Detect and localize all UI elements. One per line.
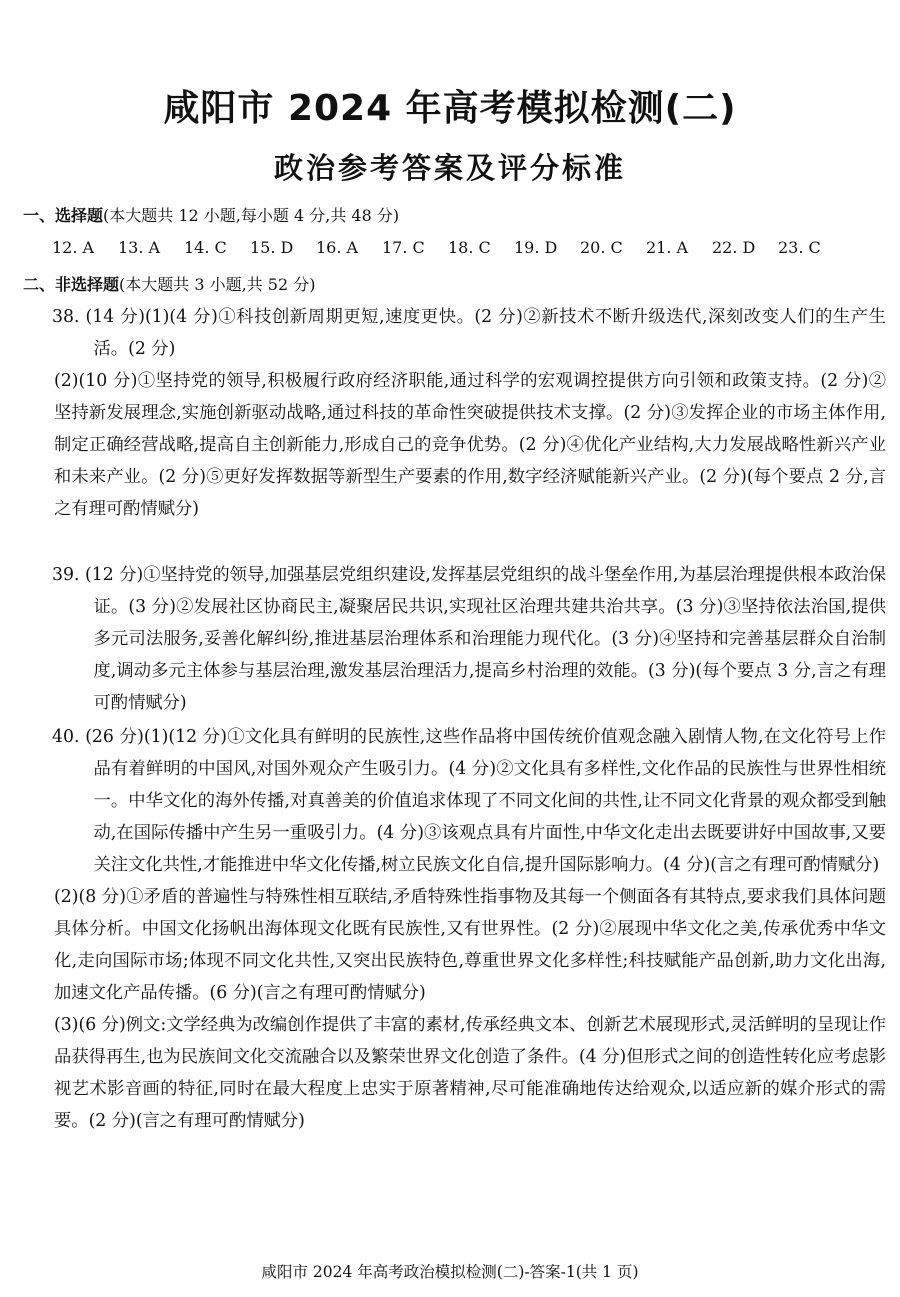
- choice-answer: 23. C: [778, 238, 821, 257]
- choice-answer: 18. C: [448, 238, 491, 257]
- q40-part3: (3)(6 分)例文:文学经典为改编创作提供了丰富的素材,传承经典文本、创新艺术展现形式,灵活鲜明的呈现让作品获得再生,也为民族间文化交流融合以及繁荣世界文化创造了条件。(4 分)但形式之间的创造性转化应考虑影视艺术影音画的特征,同时在最大程度上忠实于原著精神,尽可能准确地传达给观众,以适应新的媒介形式的需要。(2 分)(言之有理可酌情赋分): [54, 1015, 886, 1131]
- question-39: [54, 559, 886, 719]
- choice-answer: 21. A: [646, 238, 689, 257]
- q40-part1: 40. (26 分)(1)(12 分)①文化具有鲜明的民族性,这些作品将中国传统价值观念融入剧情人物,在文化符号上作品有着鲜明的中国风,对国外观众产生吸引力。(4 分)②文化具有多样性,文化作品的民族性与世界性相统一。中华文化的海外传播,对真善美的价值追求体现了不同文化间的共性,让不同文化背景的观众都受到触动,在国际传播中产生另一重吸引力。(4 分)③该观点具有片面性,中华文化走出去既要讲好中国故事,又要关注文化共性,才能推进中华文化传播,树立民族文化自信,提升国际影响力。(4 分)(言之有理可酌情赋分): [52, 727, 886, 875]
- choice-answer: 14. C: [184, 238, 227, 257]
- q39-answer: 39. (12 分)①坚持党的领导,加强基层党组织建设,发挥基层党组织的战斗堡垒作用,为基层治理提供根本政治保证。(3 分)②发展社区协商民主,凝聚居民共识,实现社区治理共建共治共享。(3 分)③坚持依法治国,提供多元司法服务,妥善化解纠纷,推进基层治理体系和治理能力现代化。(3 分)④坚持和完善基层群众自治制度,调动多元主体参与基层治理,激发基层治理活力,提高乡村治理的效能。(3 分)(每个要点 3 分,言之有理可酌情赋分): [52, 565, 886, 713]
- section1-heading-line: [23, 203, 399, 226]
- section2-description: (本大题共 3 小题,共 52 分): [119, 275, 316, 294]
- choice-answer: 12. A: [52, 238, 95, 257]
- choice-answer: 15. D: [250, 238, 294, 257]
- q40-part2: (2)(8 分)①矛盾的普遍性与特殊性相互联结,矛盾特殊性指事物及其每一个侧面各有其特点,要求我们具体问题具体分析。中国文化扬帆出海体现文化既有民族性,又有世界性。(2 分)②展现中华文化之美,传承优秀中华文化,走向国际市场;体现不同文化共性,又突出民族特色,尊重世界文化多样性;科技赋能产品创新,助力文化出海,加速文化产品传播。(6 分)(言之有理可酌情赋分): [54, 887, 886, 1003]
- q38-part2: (2)(10 分)①坚持党的领导,积极履行政府经济职能,通过科学的宏观调控提供方向引领和政策支持。(2 分)②坚持新发展理念,实施创新驱动战略,通过科技的革命性突破提供技术支撑。(2 分)③发挥企业的市场主体作用,制定正确经营战略,提高自主创新能力,形成自己的竞争优势。(2 分)④优化产业结构,大力发展战略性新兴产业和未来产业。(2 分)⑤更好发挥数据等新型生产要素的作用,数字经济赋能新兴产业。(2 分)(每个要点 2 分,言之有理可酌情赋分): [54, 371, 886, 519]
- choice-answer: 19. D: [514, 238, 558, 257]
- choice-answer: 20. C: [580, 238, 623, 257]
- question-40: [54, 721, 886, 1137]
- page-subtitle: 政治参考答案及评分标准: [273, 151, 626, 185]
- choice-answers-row: [52, 238, 852, 257]
- page-footer: 咸阳市 2024 年高考政治模拟检测(二)-答案-1(共 1 页): [261, 1263, 639, 1281]
- choice-answer: 16. A: [316, 238, 359, 257]
- section2-heading: 二、非选择题: [23, 275, 120, 294]
- section1-heading: 一、选择题: [23, 206, 104, 225]
- choice-answer: 13. A: [118, 238, 161, 257]
- section2-heading-line: [23, 272, 315, 295]
- section1-description: (本大题共 12 小题,每小题 4 分,共 48 分): [103, 206, 400, 225]
- choice-answer: 22. D: [712, 238, 756, 257]
- q38-part1: 38. (14 分)(1)(4 分)①科技创新周期更短,速度更快。(2 分)②新技术不断升级迭代,深刻改变人们的生产生活。(2 分): [52, 307, 886, 359]
- choice-answer: 17. C: [382, 238, 425, 257]
- question-38: [54, 301, 886, 525]
- page-title: 咸阳市 2024 年高考模拟检测(二): [163, 88, 737, 129]
